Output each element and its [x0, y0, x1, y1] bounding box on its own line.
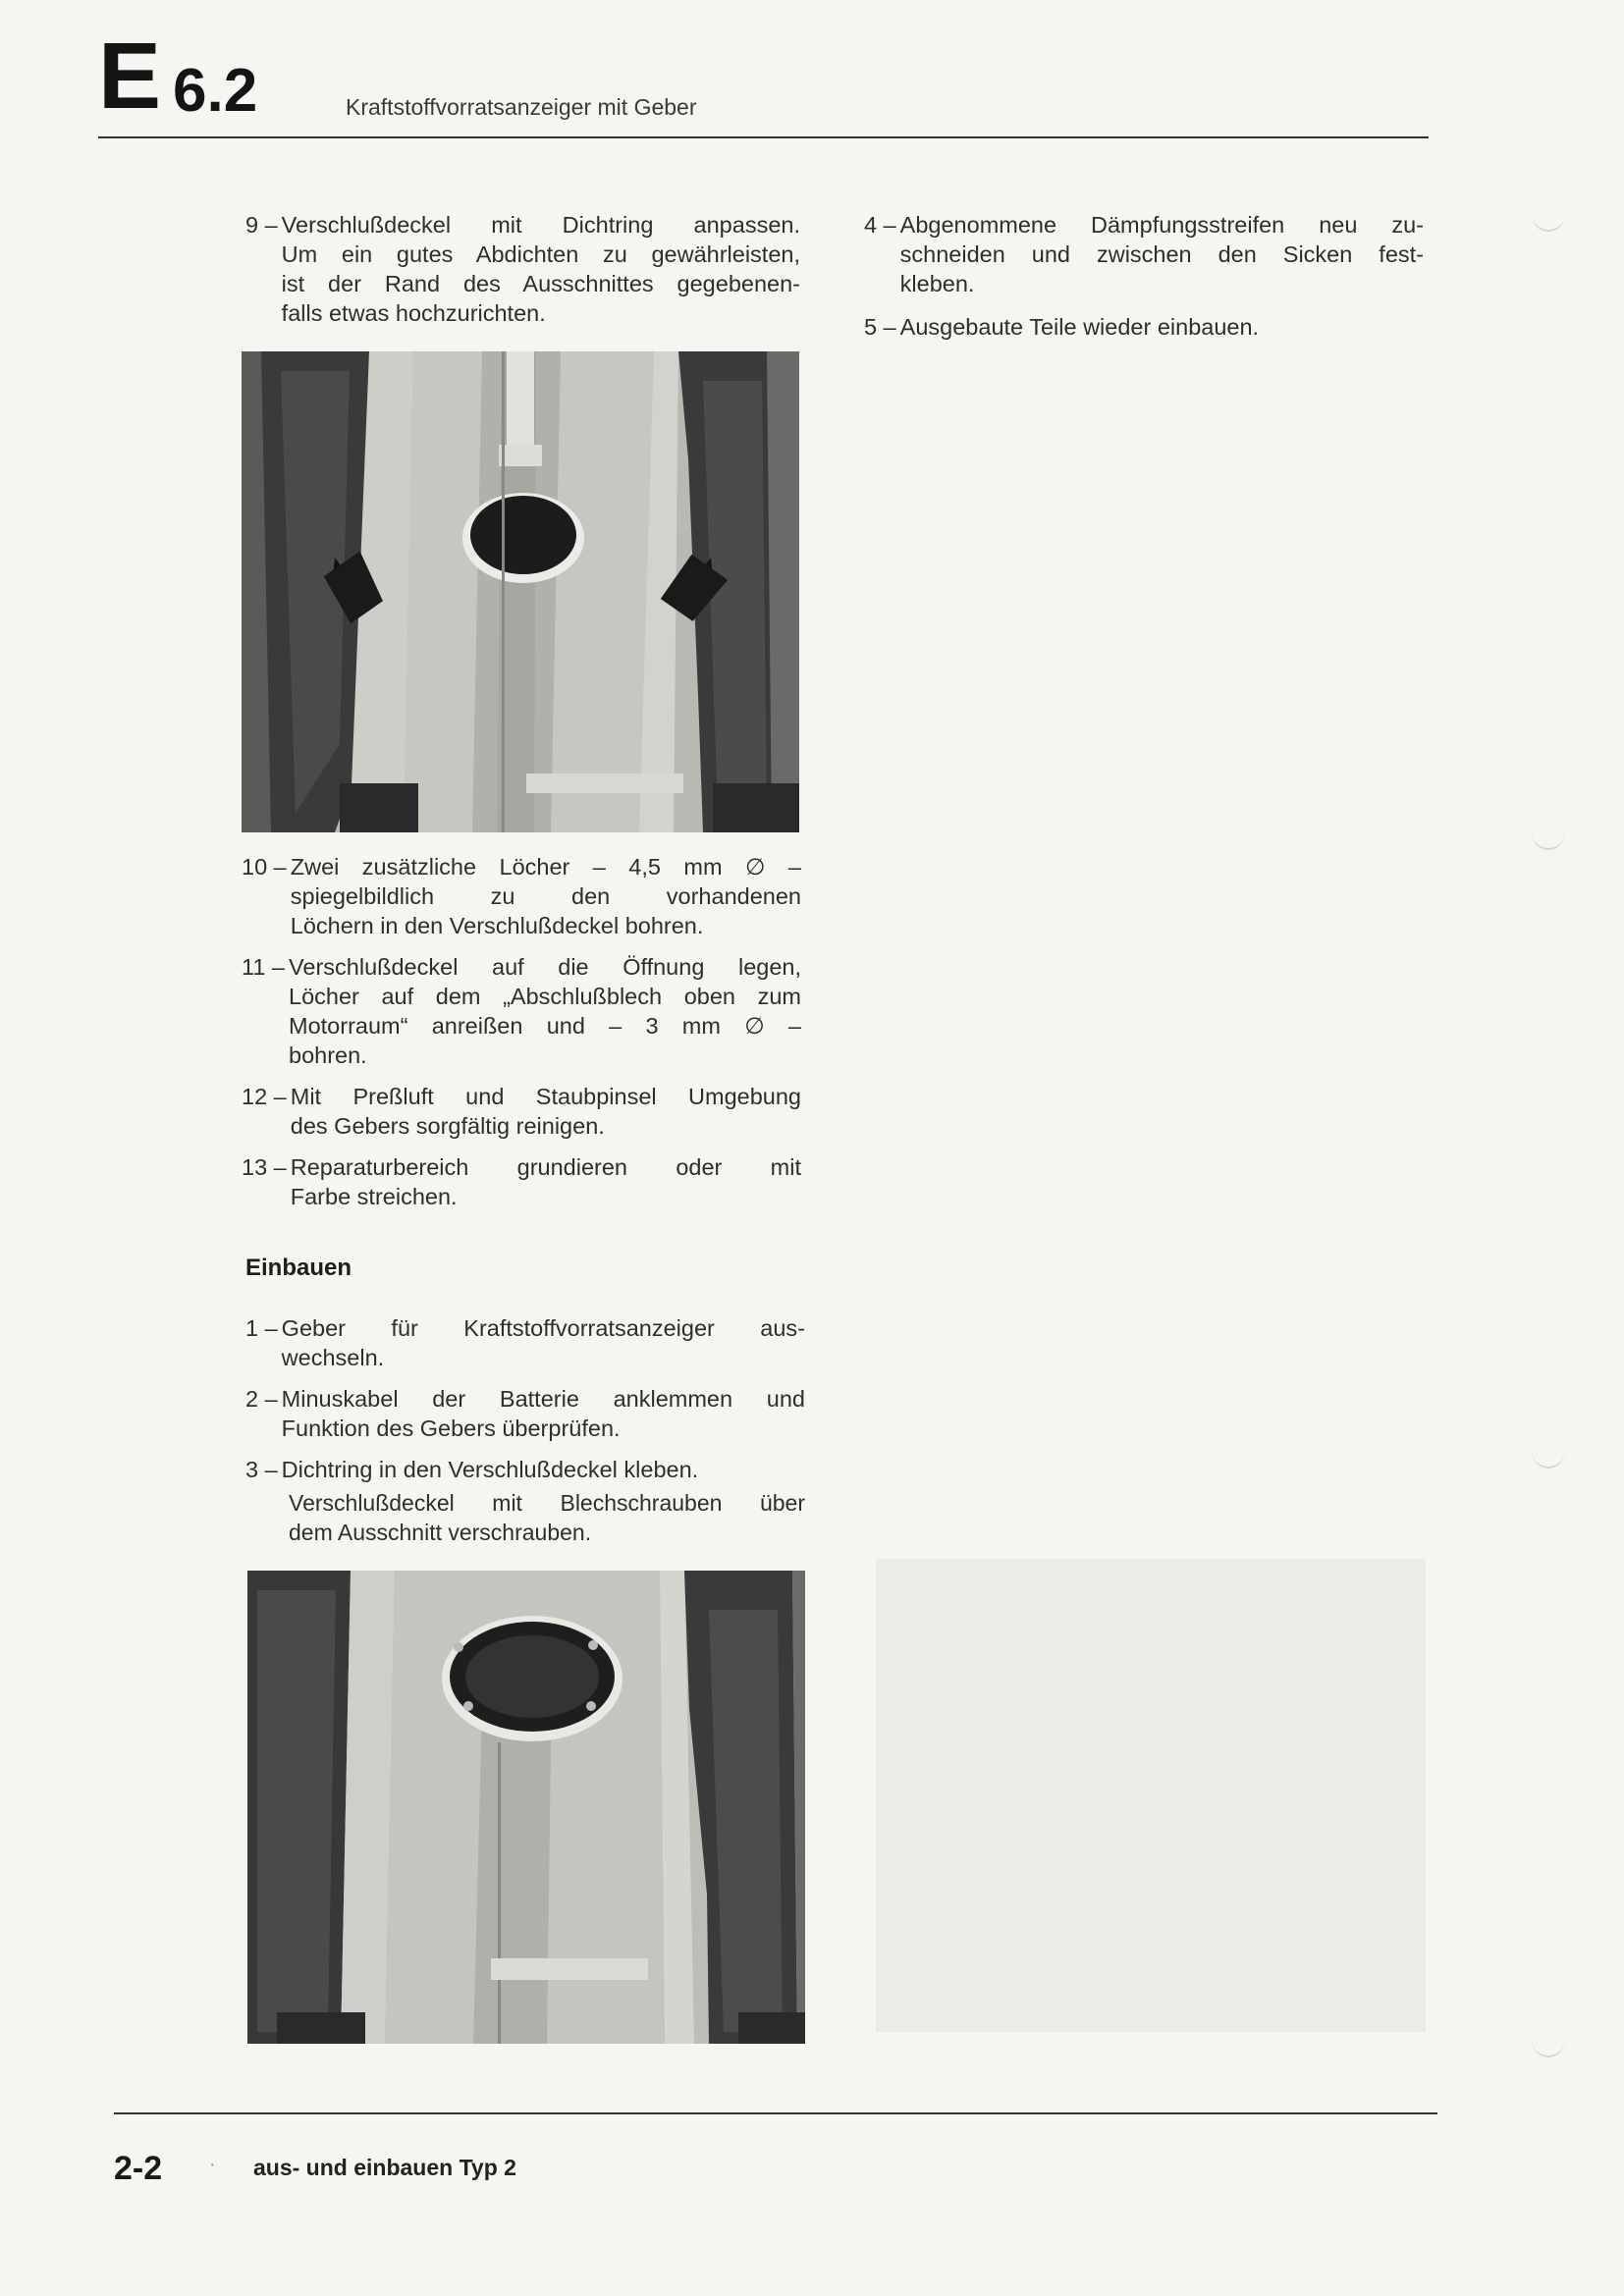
- step-item: [245, 1455, 805, 1484]
- step-number: 11 –: [242, 954, 285, 980]
- step-text: [282, 1313, 805, 1372]
- step-number: 3 –: [245, 1457, 278, 1482]
- section-heading: Einbauen: [245, 1255, 352, 1281]
- install-step-list: [245, 1313, 805, 1547]
- step-item: [245, 1313, 805, 1372]
- punch-hole: [1532, 815, 1565, 850]
- step-number: 5 –: [864, 314, 896, 340]
- step-number: 2 –: [245, 1386, 278, 1412]
- step-number: 4 –: [864, 212, 896, 238]
- step-list-right: [864, 210, 1424, 342]
- punch-hole: [1532, 2022, 1565, 2057]
- punch-hole: [1532, 196, 1565, 232]
- step-number: 1 –: [245, 1315, 278, 1341]
- blank-photo-area: [876, 1559, 1426, 2032]
- step-text-line: Zwei zusätzliche Löcher – 4,5 mm ∅ –: [290, 854, 801, 880]
- step-number: 10 –: [242, 854, 287, 880]
- step-text: [291, 852, 801, 940]
- step-text-line: Löcher auf dem „Abschlußblech oben zum: [289, 984, 801, 1009]
- step-text-line: Verschlußdeckel mit Dichtring anpassen.: [281, 212, 800, 238]
- step-item: [242, 1152, 801, 1211]
- footer-rule: [114, 2112, 1437, 2114]
- step-text-line: Löchern in den Verschlußdeckel bohren.: [290, 913, 704, 938]
- step-text: [900, 210, 1424, 298]
- step-text-line: Reparaturbereich grundieren oder mit: [290, 1154, 801, 1180]
- header-rule: [98, 136, 1429, 138]
- step-text-line: spiegelbildlich zu den vorhandenen: [290, 883, 801, 909]
- step-text-line: falls etwas hochzurichten.: [281, 300, 546, 326]
- step-list-top-left: [245, 210, 800, 328]
- step-text-line: des Gebers sorgfältig reinigen.: [290, 1113, 605, 1139]
- step-number: 9 –: [245, 212, 278, 238]
- step-item: [242, 852, 801, 940]
- page-title: Kraftstoffvorratsanzeiger mit Geber: [346, 94, 697, 120]
- step-text: [289, 952, 801, 1070]
- step-item: [242, 1082, 801, 1141]
- step-text-line: Abgenommene Dämpfungsstreifen neu zu-: [899, 212, 1424, 238]
- step-text-line: Farbe streichen.: [290, 1184, 458, 1209]
- step-number: 13 –: [242, 1154, 287, 1180]
- section-letter: E: [98, 24, 162, 129]
- step-text: [282, 210, 800, 328]
- photo-opening-with-arrows: [242, 351, 799, 832]
- step-text: [282, 1455, 805, 1484]
- step-text-line: Um ein gutes Abdichten zu gewährleisten,: [281, 241, 800, 267]
- step-text-line: Motorraum“ anreißen und – 3 mm ∅ –: [289, 1013, 801, 1039]
- step-item: [864, 210, 1424, 298]
- step-text-line: Verschlußdeckel auf die Öffnung legen,: [289, 954, 801, 980]
- page-number: 2-2: [114, 2150, 163, 2187]
- step-text: [291, 1152, 801, 1211]
- step-list-middle-left: [242, 852, 801, 1211]
- step-item: [242, 952, 801, 1070]
- step-item: [245, 210, 800, 328]
- step-text-line: Ausgebaute Teile wieder einbauen.: [899, 314, 1260, 340]
- step-text-line: schneiden und zwischen den Sicken fest-: [899, 241, 1424, 267]
- footer-text: aus- und einbauen Typ 2: [253, 2155, 516, 2180]
- step-text-line: Minuskabel der Batterie anklemmen und: [281, 1386, 805, 1412]
- step-text-line: dem Ausschnitt verschrauben.: [289, 1520, 592, 1545]
- section-number: 6.2: [173, 57, 258, 125]
- step-text-line: Verschlußdeckel mit Blechschrauben über: [289, 1490, 805, 1516]
- photo-cover-installed: [247, 1571, 805, 2044]
- step-text-line: Mit Preßluft und Staubpinsel Umgebung: [290, 1084, 801, 1109]
- step-text-line: Funktion des Gebers überprüfen.: [281, 1415, 621, 1441]
- step-item: [864, 312, 1424, 342]
- step-3-continuation: [289, 1488, 805, 1547]
- step-number: 12 –: [242, 1084, 287, 1109]
- step-text-line: kleben.: [899, 271, 975, 296]
- punch-hole: [1532, 1433, 1565, 1468]
- step-text: [282, 1384, 805, 1443]
- step-text-line: Dichtring in den Verschlußdeckel kleben.: [281, 1457, 699, 1482]
- step-text: [291, 1082, 801, 1141]
- step-text-line: bohren.: [289, 1042, 367, 1068]
- step-text-line: wechseln.: [281, 1345, 385, 1370]
- step-text-line: ist der Rand des Ausschnittes gegebenen-: [281, 271, 800, 296]
- step-text-line: Geber für Kraftstoffvorratsanzeiger aus-: [281, 1315, 805, 1341]
- step-item: [245, 1384, 805, 1443]
- step-text: [900, 312, 1424, 342]
- footer-separator: ·: [209, 2154, 216, 2175]
